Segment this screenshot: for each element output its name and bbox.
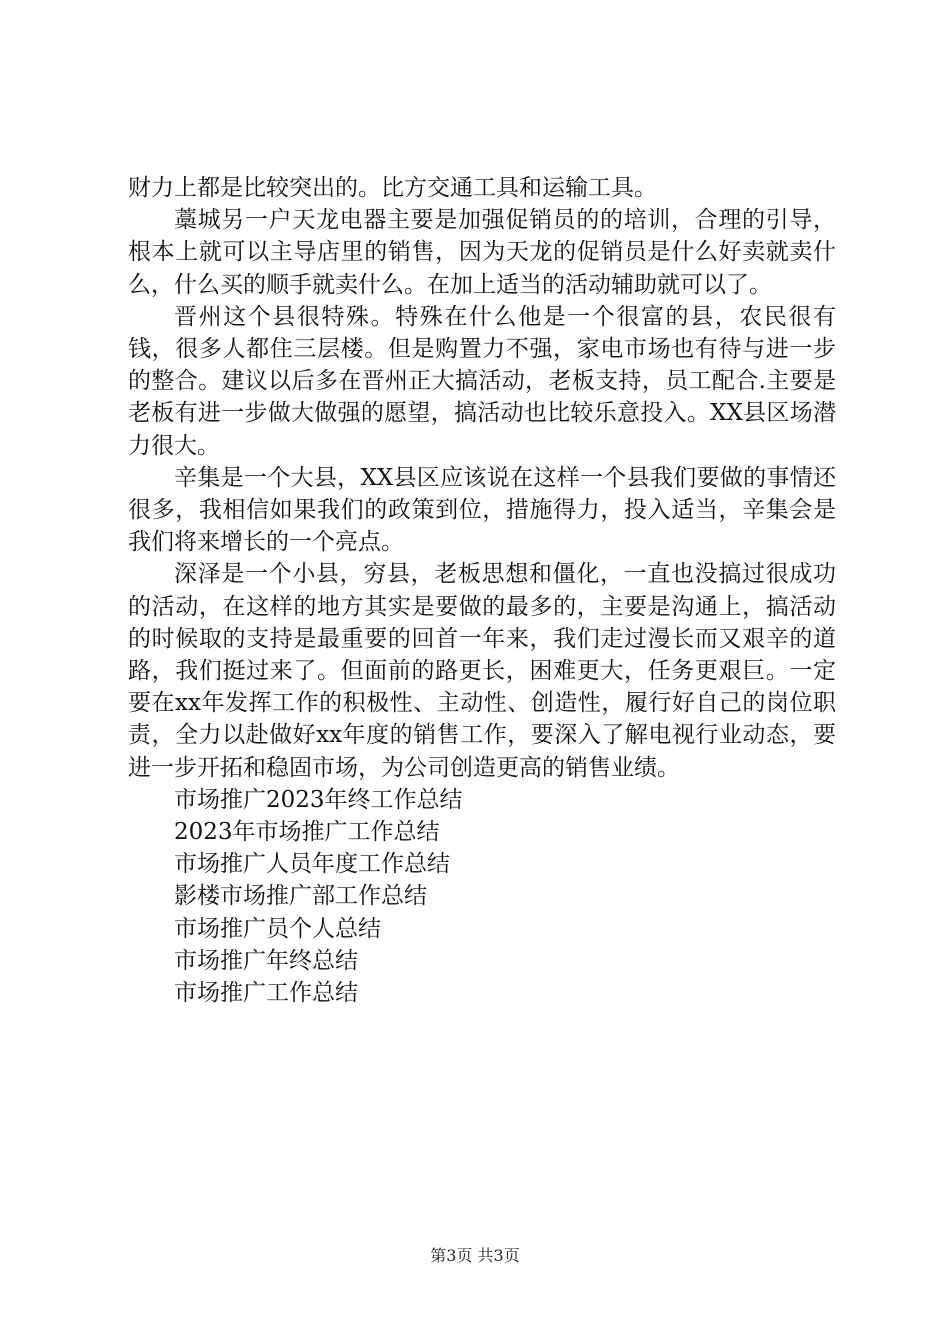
page-number-footer: 第3页 共3页 — [430, 1246, 520, 1265]
related-title-item: 市场推广2023年终工作总结 — [174, 786, 463, 813]
paragraph-3: 晋州这个县很特殊。特殊在什么他是一个很富的县，农民很有钱，很多人都住三层楼。但是购置力不强，家电市场也有待与进一步的整合。建议以后多在晋州正大搞活动，老板支持，员工配合.主要是老板有进一步做大做强的愿望，搞活动也比较乐意投入。XX县区场潜力很大。 — [128, 303, 836, 459]
related-title-item: 2023年市场推广工作总结 — [174, 819, 440, 846]
related-title-item: 市场推广员个人总结 — [174, 915, 381, 942]
paragraph-4: 辛集是一个大县，XX县区应该说在这样一个县我们要做的事情还很多，我相信如果我们的政策到位，措施得力，投入适当，辛集会是我们将来增长的一个亮点。 — [128, 464, 836, 556]
related-titles-list — [128, 784, 836, 1009]
paragraph-2: 藁城另一户天龙电器主要是加强促销员的的培训，合理的引导，根本上就可以主导店里的销售，因为天龙的促销员是什么好卖就卖什么，什么买的顺手就卖什么。在加上适当的活动辅助就可以了。 — [128, 207, 836, 298]
related-title-item: 市场推广人员年度工作总结 — [174, 851, 450, 878]
document-body — [128, 172, 836, 1009]
related-title-item: 市场推广年终总结 — [174, 947, 358, 974]
paragraph-1: 财力上都是比较突出的。比方交通工具和运输工具。 — [128, 175, 657, 201]
related-title-item: 影楼市场推广部工作总结 — [174, 883, 427, 910]
paragraph-5: 深泽是一个小县，穷县，老板思想和僵化，一直也没搞过很成功的活动，在这样的地方其实是要做的最多的，主要是沟通上，搞活动的时候取的支持是最重要的回首一年来，我们走过漫长而又艰辛的道路，我们挺过来了。但面前的路更长，困难更大，任务更艰巨。一定要在xx年发挥工作的积极性、主动性、创造性，履行好自己的岗位职责，全力以赴做好xx年度的销售工作，要深入了解电视行业动态，要进一步开拓和稳固市场，为公司创造更高的销售业绩。 — [128, 561, 836, 781]
related-title-item: 市场推广工作总结 — [174, 980, 358, 1007]
